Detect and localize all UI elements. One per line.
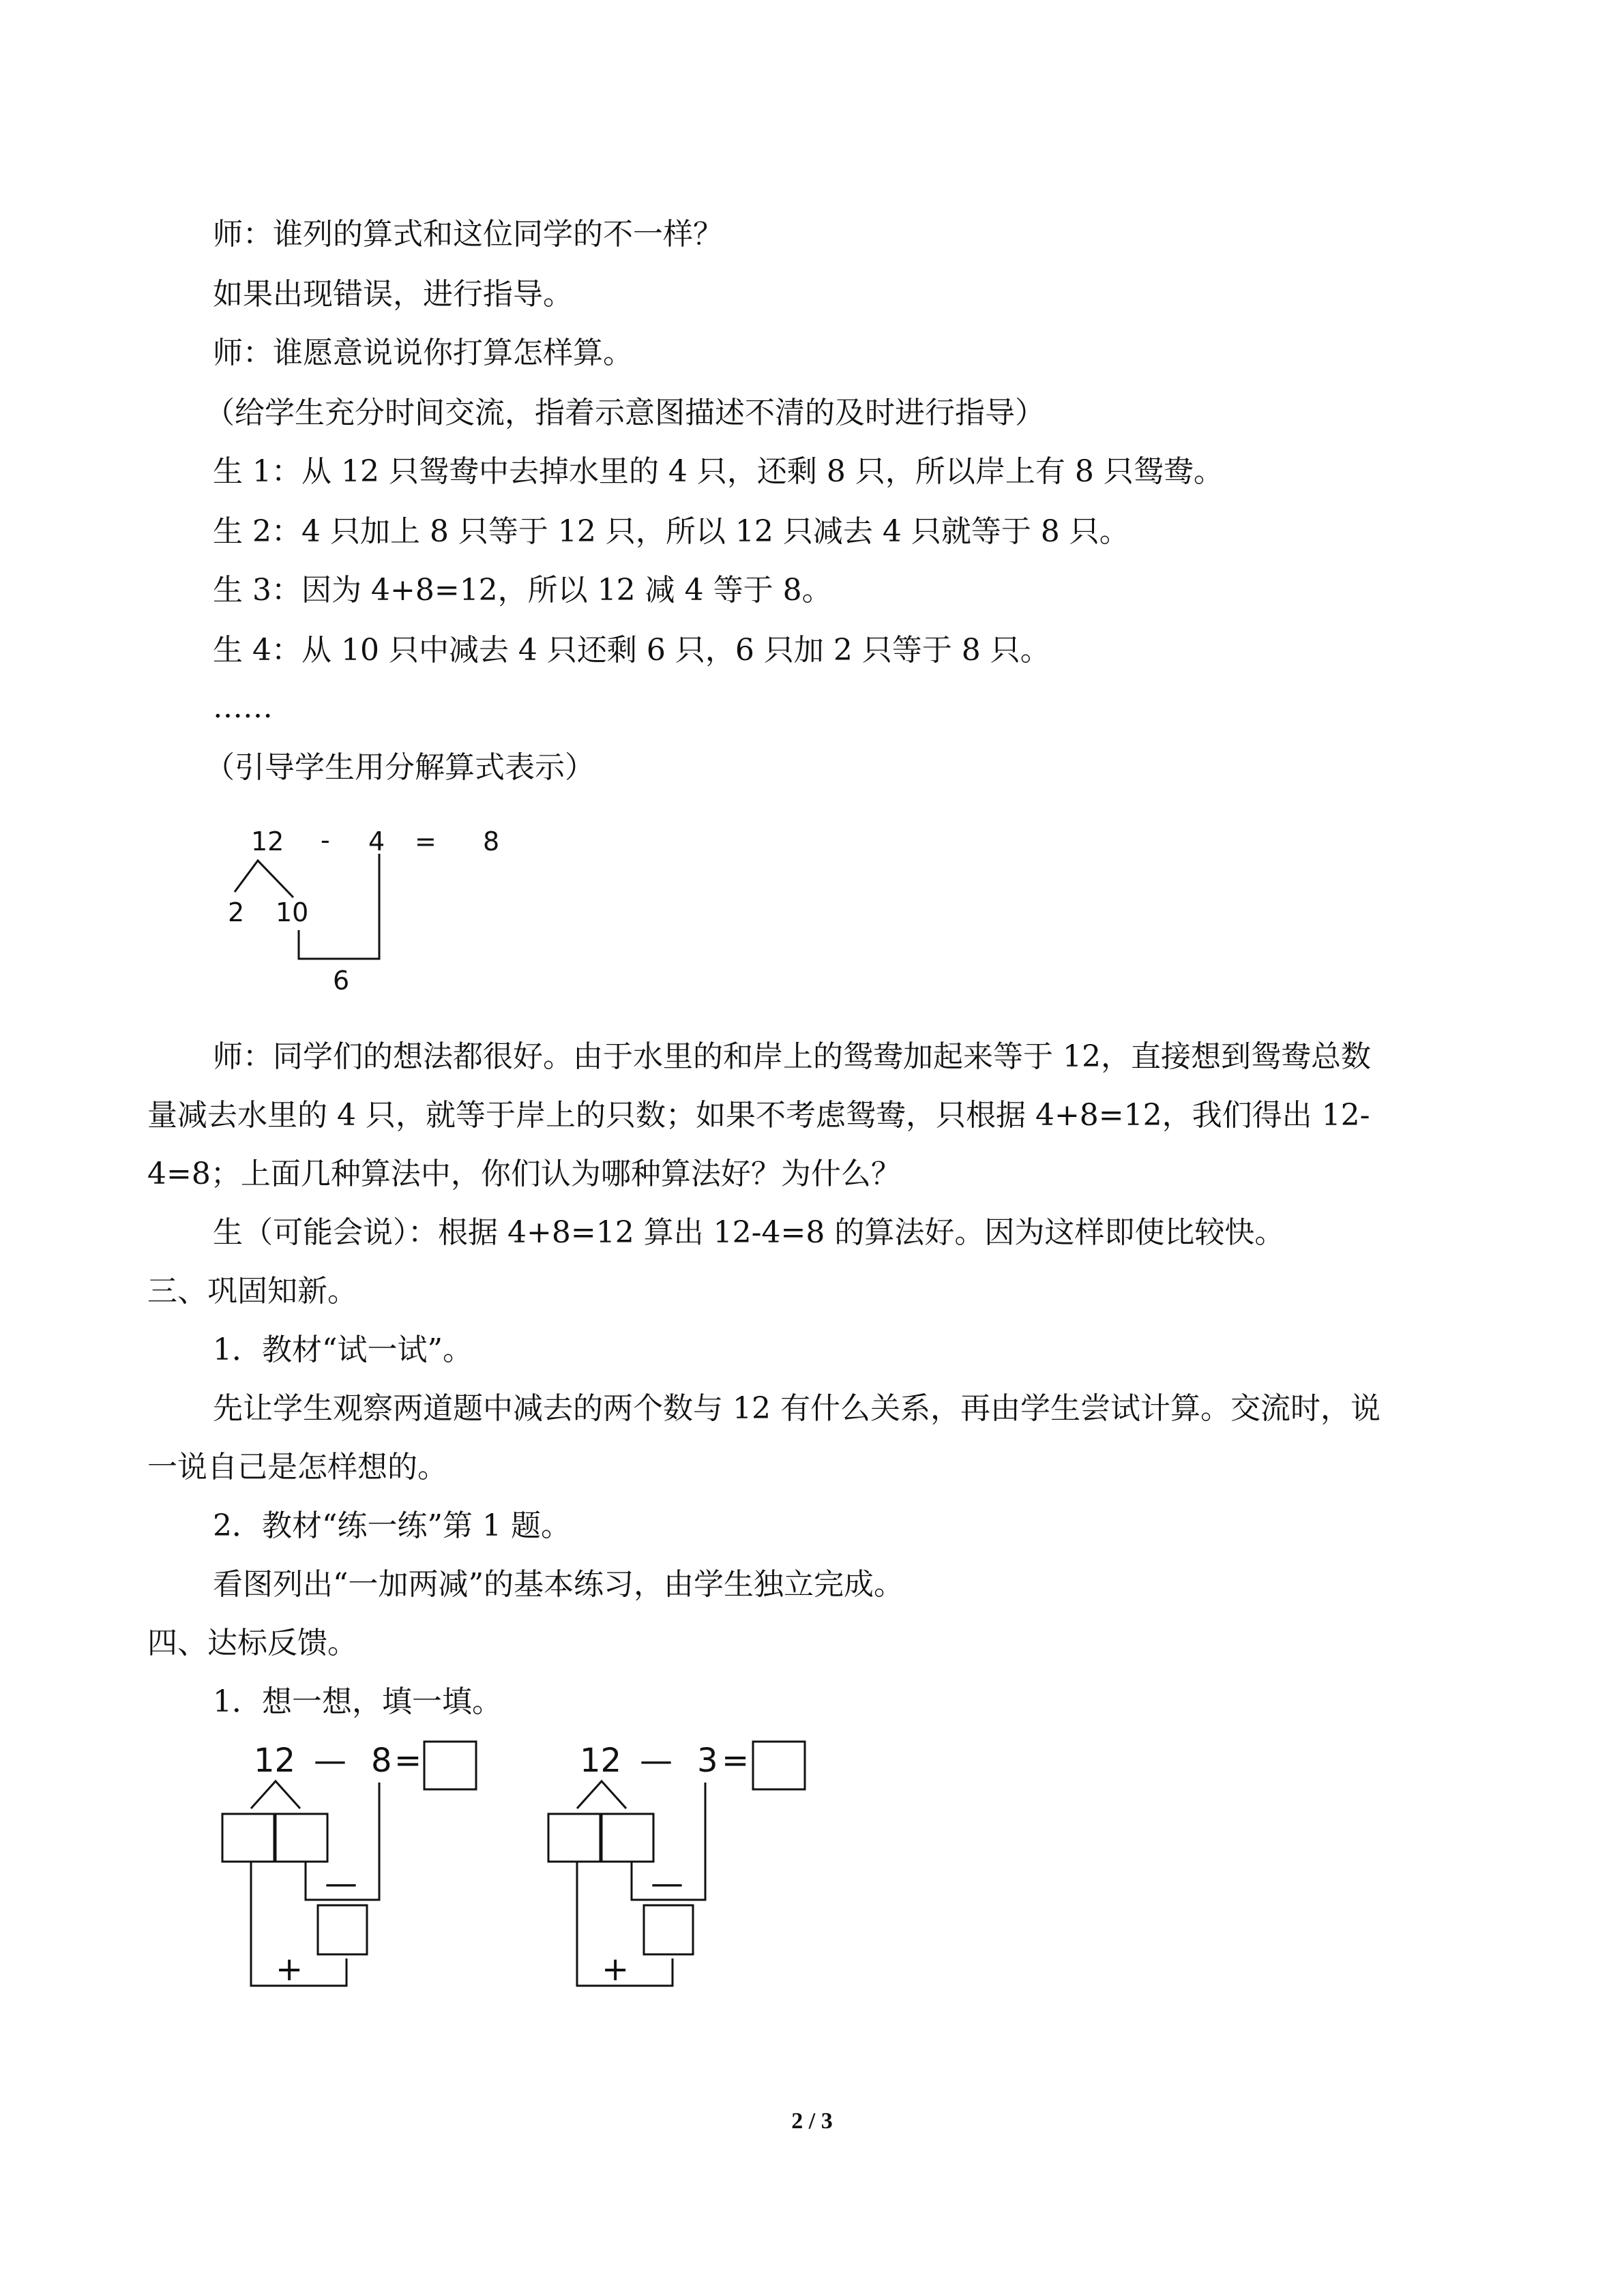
section-4-item-1: 1．想一想，填一填。 (213, 1684, 502, 1719)
ex2-subtrahend: 3 (697, 1742, 718, 1780)
diagram-subtrahend: 4 (368, 826, 385, 856)
page-number: 2 / 3 (791, 2108, 833, 2134)
ellipsis-line: …… (213, 690, 273, 725)
ex2-inner-minus: — (651, 1864, 683, 1903)
dialogue-line-2: 如果出现错误，进行指导。 (213, 277, 573, 312)
ex1-difference-box[interactable] (318, 1905, 367, 1954)
diagram-part-2: 2 (228, 897, 245, 927)
teacher-summary-line-2: 量减去水里的 4 只，就等于岸上的只数；如果不考虑鸳鸯，只根据 4+8=12，我们得出 12- (147, 1098, 1370, 1133)
dialogue-line-4: （给学生充分时间交流，指着示意图描述不清的及时进行指导） (205, 396, 1045, 430)
ex2-minuend: 12 (580, 1742, 622, 1780)
ex1-subtrahend: 8 (371, 1742, 392, 1780)
ex2-part-box-right[interactable] (602, 1814, 653, 1862)
dialogue-line-1: 师：谁列的算式和这位同学的不一样？ (213, 217, 723, 252)
ex1-branch-lines (251, 1781, 300, 1808)
guide-line: （引导学生用分解算式表示） (205, 750, 595, 785)
diagram-equals: = (415, 826, 437, 856)
student-3-line: 生 3：因为 4+8=12，所以 12 减 4 等于 8。 (213, 573, 832, 608)
ex2-part-box-left[interactable] (548, 1814, 600, 1862)
ex1-answer-box[interactable] (424, 1742, 476, 1789)
ex1-part-box-left[interactable] (222, 1814, 274, 1862)
section-4-heading: 四、达标反馈。 (147, 1626, 357, 1660)
diagram-part-6: 6 (333, 966, 350, 996)
ex2-equals: = (722, 1742, 750, 1780)
diagram-minuend: 12 (251, 826, 284, 856)
ex2-branch-lines (577, 1781, 626, 1808)
ex1-minus-sign: — (314, 1742, 346, 1780)
ex2-answer-box[interactable] (753, 1742, 805, 1789)
ex1-part-box-right[interactable] (276, 1814, 327, 1862)
teacher-summary-line-1: 师：同学们的想法都很好。由于水里的和岸上的鸳鸯加起来等于 12，直接想到鸳鸯总数 (213, 1039, 1371, 1074)
student-1-line: 生 1：从 12 只鸳鸯中去掉水里的 4 只，还剩 8 只，所以岸上有 8 只鸳鸯。 (213, 454, 1224, 489)
student-answer-line: 生（可能会说）：根据 4+8=12 算出 12-4=8 的算法好。因为这样即使比较快。 (213, 1215, 1285, 1250)
dialogue-line-3: 师：谁愿意说说你打算怎样算。 (213, 336, 633, 370)
diagram-result: 8 (483, 826, 500, 856)
section-3-heading: 三、巩固知新。 (147, 1274, 357, 1309)
teacher-summary-line-3: 4=8；上面几种算法中，你们认为哪种算法好？为什么？ (147, 1157, 901, 1191)
section-3-item-1-desc-2: 一说自己是怎样想的。 (147, 1450, 447, 1485)
ex2-inner-plus: + (602, 1950, 630, 1988)
student-4-line: 生 4：从 10 只中减去 4 只还剩 6 只，6 只加 2 只等于 8 只。 (213, 633, 1050, 668)
ex1-inner-plus: + (276, 1950, 304, 1988)
diagram-minus-sign: - (321, 825, 330, 855)
ex1-minuend: 12 (254, 1742, 296, 1780)
section-3-item-2-desc: 看图列出“一加两减”的基本练习，由学生独立完成。 (213, 1567, 904, 1602)
ex1-inner-minus: — (325, 1864, 357, 1903)
section-3-item-1: 1．教材“试一试”。 (213, 1332, 473, 1367)
ex2-difference-box[interactable] (644, 1905, 693, 1954)
section-3-item-1-desc-1: 先让学生观察两道题中减去的两个数与 12 有什么关系，再由学生尝试计算。交流时，说 (213, 1391, 1381, 1426)
ex1-equals: = (394, 1742, 422, 1780)
diagram-part-10: 10 (276, 897, 309, 927)
ex2-minus-sign: — (640, 1742, 673, 1780)
student-2-line: 生 2：4 只加上 8 只等于 12 只，所以 12 只减去 4 只就等于 8 只。 (213, 514, 1130, 549)
section-3-item-2: 2．教材“练一练”第 1 题。 (213, 1508, 571, 1543)
